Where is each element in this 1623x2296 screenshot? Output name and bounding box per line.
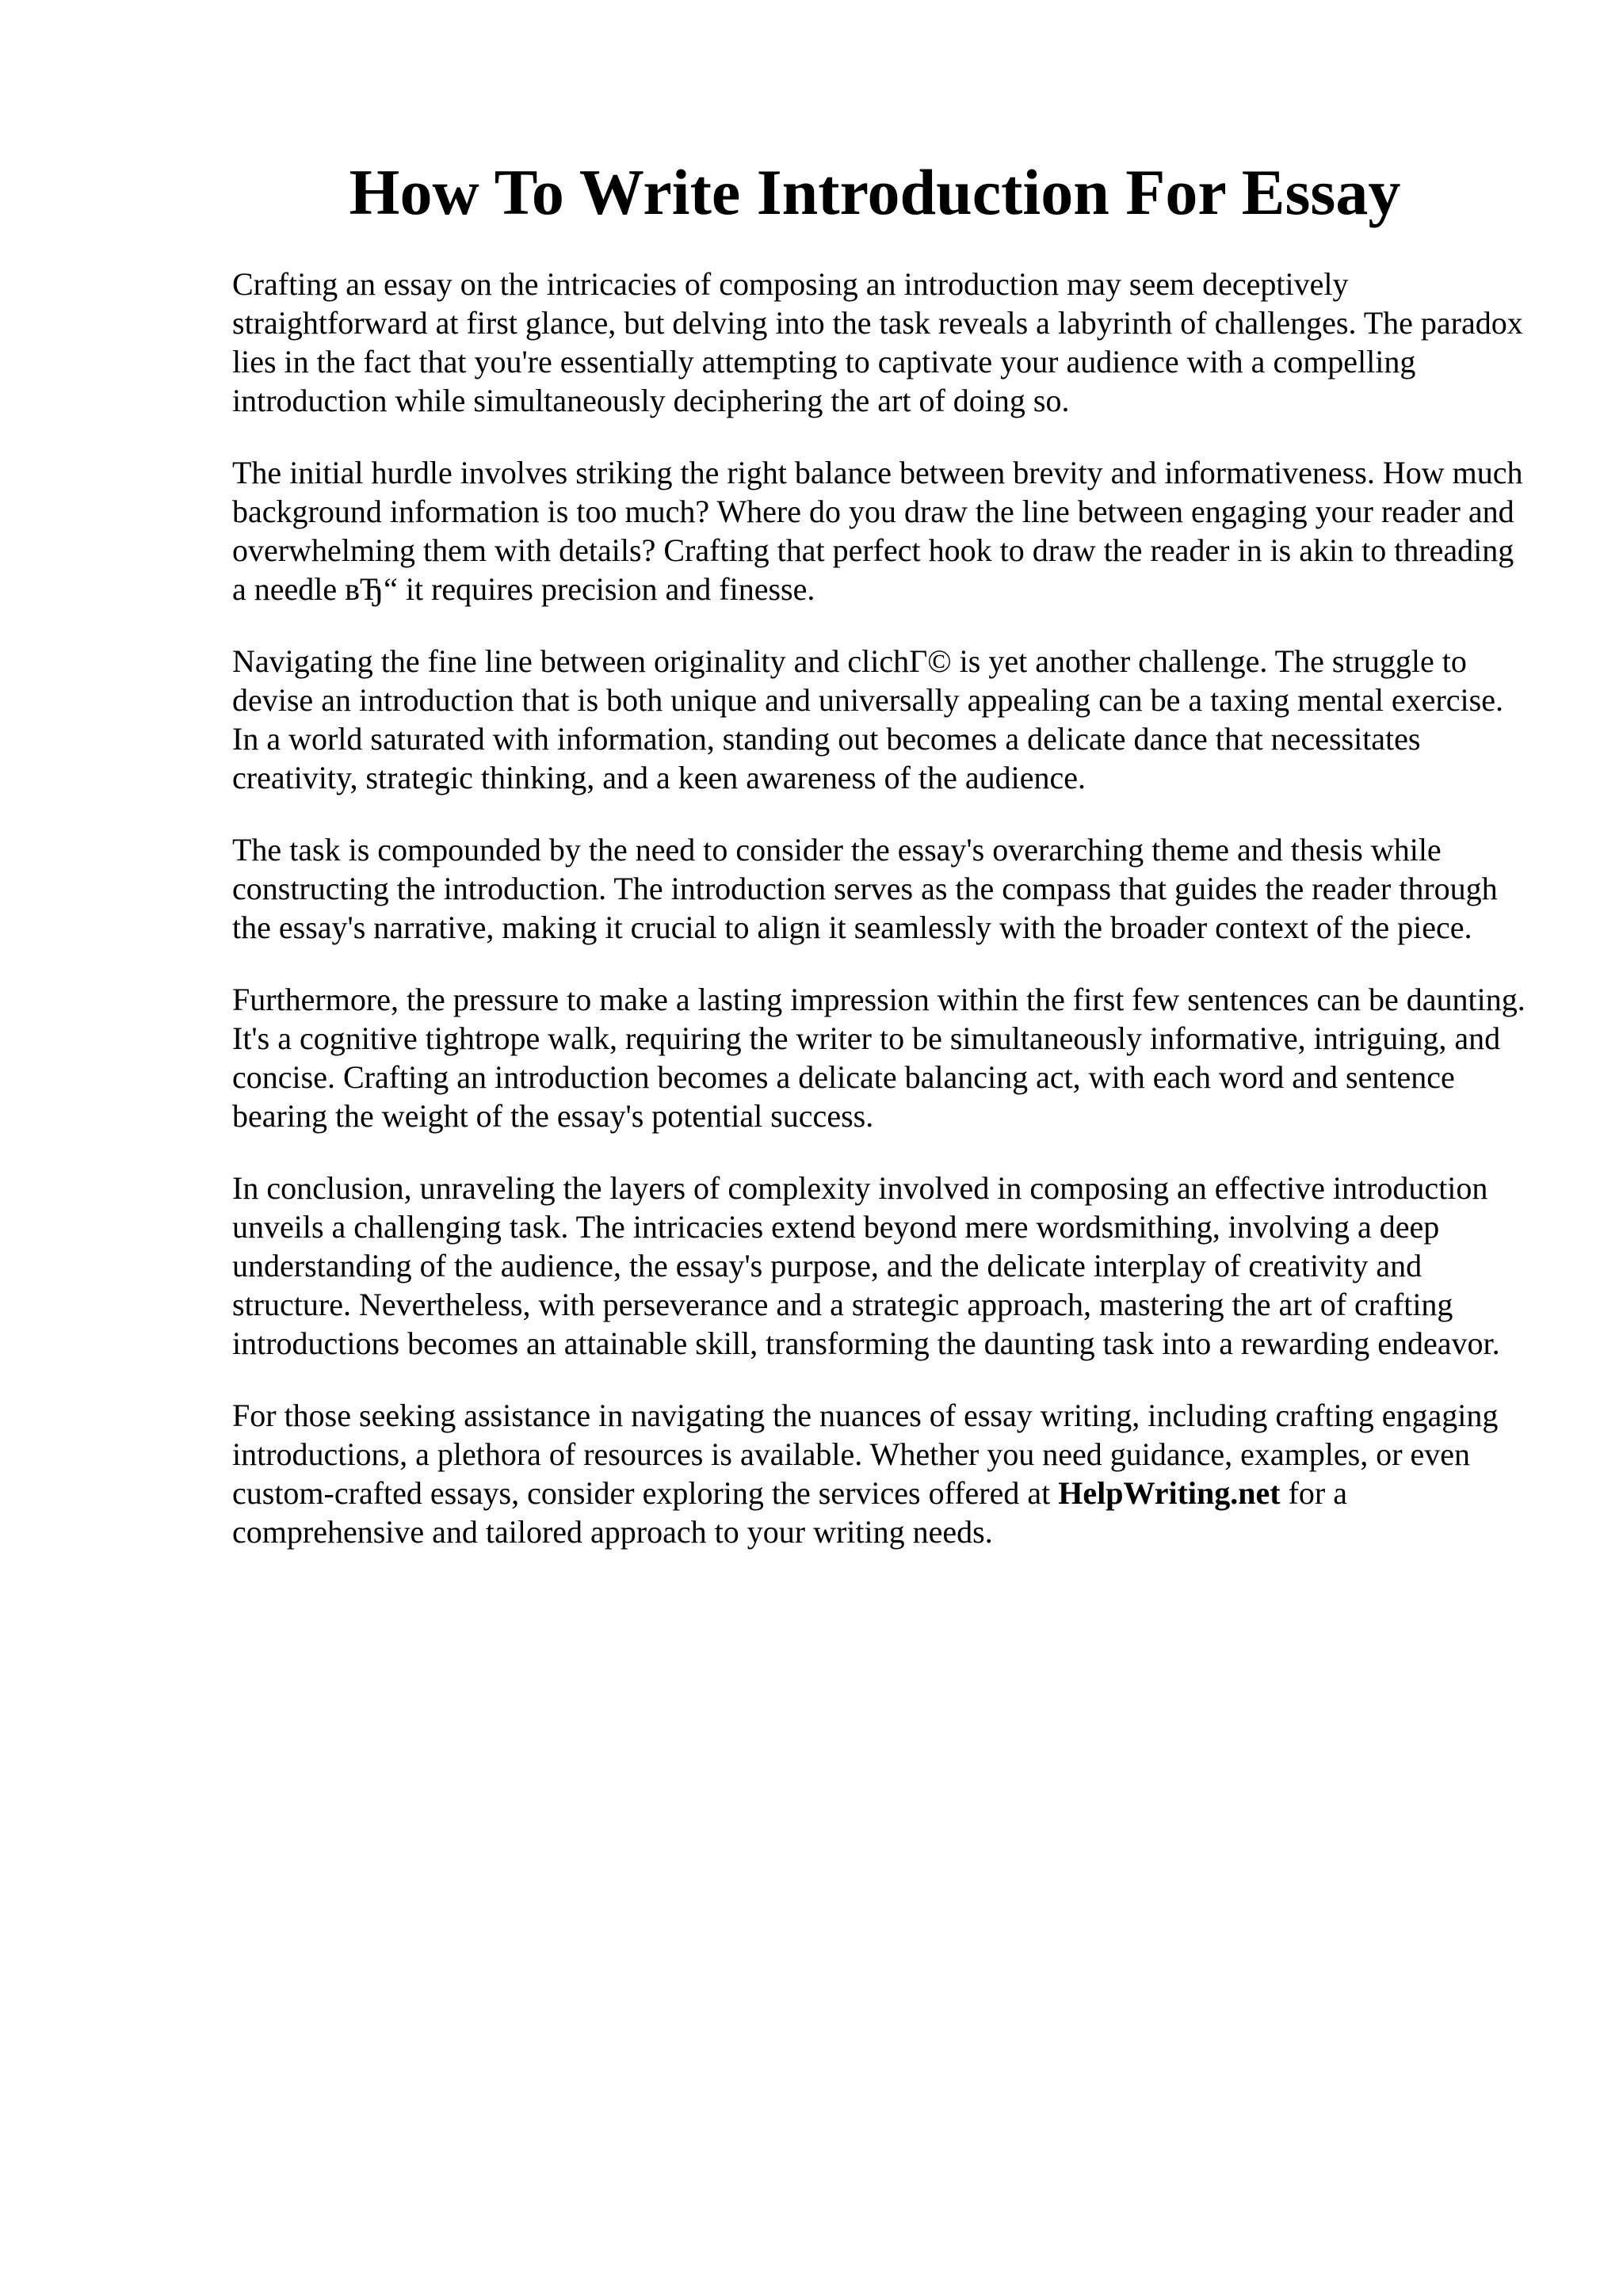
paragraph-1: Crafting an essay on the intricacies of composing an introduction may seem deceptively straightforward at first glance, but delving into the task reveals a labyrinth of challenges. The paradox lies in the fact that you're essentially attempting to captivate your audience with a compelling introduction while simultaneously deciphering the art of doing so. <box>232 266 1523 418</box>
paragraph-4: The task is compounded by the need to consider the essay's overarching theme and thesis while constructing the introduction. The introduction serves as the compass that guides the reader through the essay's narrative, making it crucial to align it seamlessly with the broader context of the piece. <box>232 832 1498 945</box>
paragraph-7-text-before: For those seeking assistance in navigating the nuances of essay writing, including crafting engaging introductions, a plethora of resources is available. Whether you need guidance, examples, or even custom-crafted essays, consider exploring the services offered at <box>232 1398 1499 1511</box>
page-title: How To Write Introduction For Essay <box>349 156 1401 228</box>
paragraph-6: In conclusion, unraveling the layers of complexity involved in composing an effective introduction unveils a challenging task. The intricacies extend beyond mere wordsmithing, involving a deep understanding of the audience, the essay's purpose, and the delicate interplay of creativity and structure. Nevertheless, with perseverance and a strategic approach, mastering the art of crafting introductions becomes an attainable skill, transforming the daunting task into a rewarding endeavor. <box>232 1170 1500 1361</box>
paragraph-2: The initial hurdle involves striking the right balance between brevity and informativeness. How much background information is too much? Where do you draw the line between engaging your reader and overwhelming them with details? Crafting that perfect hook to draw the reader in is akin to threading a needle вЂ“ it requires precision and finesse. <box>232 455 1523 607</box>
essay-body <box>232 265 1532 1585</box>
paragraph-5: Furthermore, the pressure to make a lasting impression within the first few sentences can be daunting. It's a cognitive tightrope walk, requiring the writer to be simultaneously informative, intriguing, and concise. Crafting an introduction becomes a delicate balancing act, with each word and sentence bearing the weight of the essay's potential success. <box>232 982 1526 1134</box>
brand-name: HelpWriting.net <box>1058 1475 1281 1511</box>
paragraph-3: Navigating the fine line between originality and clichГ© is yet another challenge. The struggle to devise an introduction that is both unique and universally appealing can be a taxing mental exercise. In a world saturated with information, standing out becomes a delicate dance that necessitates creativity, strategic thinking, and a keen awareness of the audience. <box>232 643 1503 795</box>
paragraph-7 <box>232 1396 1532 1551</box>
paragraph-7-text-after: for a comprehensive and tailored approach to your writing needs. <box>232 1475 1347 1550</box>
